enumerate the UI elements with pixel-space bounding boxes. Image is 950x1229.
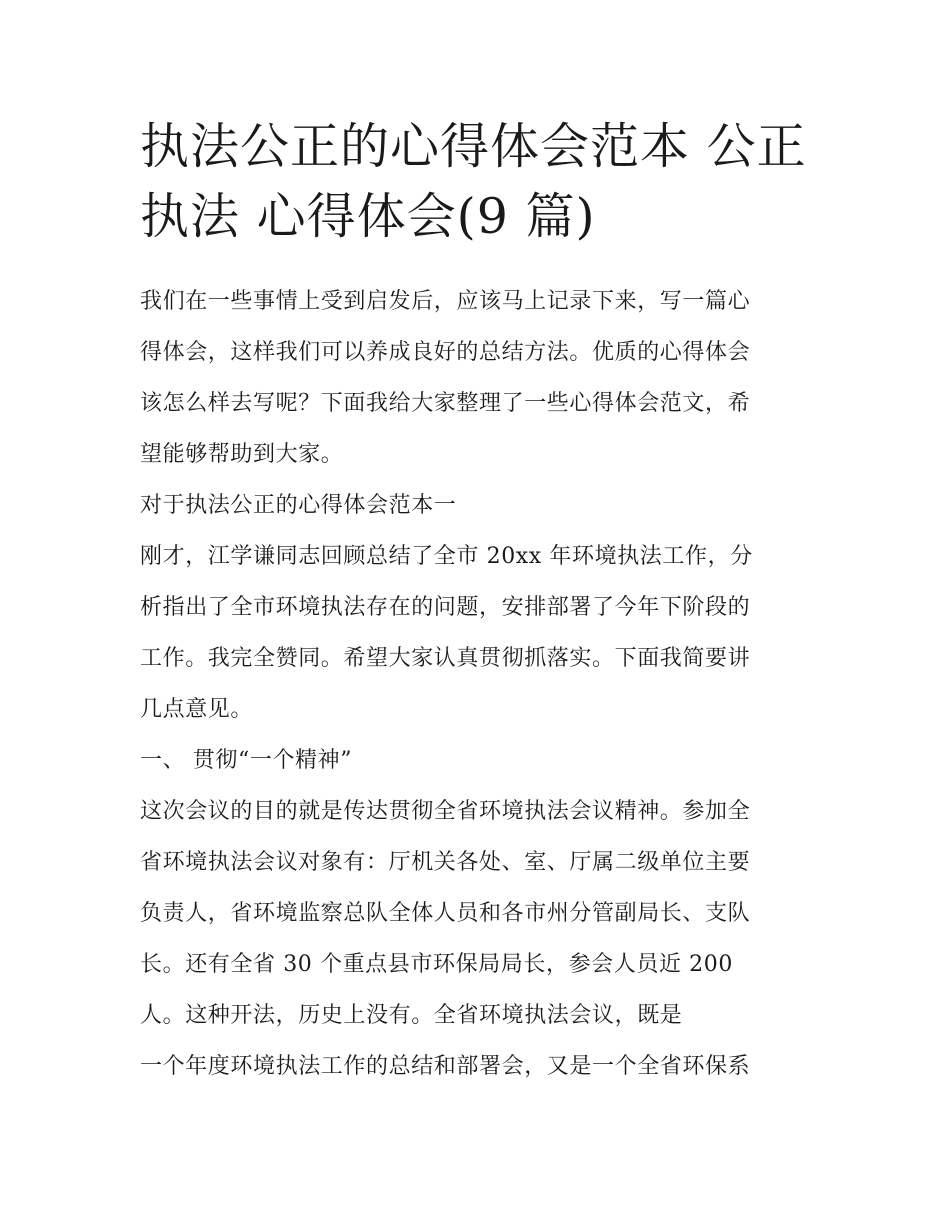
title-line: 执法 心得体会(9 篇) [140,188,596,245]
body-line: 几点意见。 [140,697,254,722]
body-line: 得体会，这样我们可以养成良好的总结方法。优质的心得体会 [140,340,751,365]
body-line: 省环境执法会议对象有：厅机关各处、室、厅属二级单位主要 [140,850,751,875]
document-body [140,276,820,1092]
body-line: 人。这种开法，历史上没有。全省环境执法会议，既是 [140,1003,683,1028]
section-heading: 一、 贯彻“一个精神” [140,748,353,773]
body-line: 该怎么样去写呢？下面我给大家整理了一些心得体会范文，希 [140,391,751,416]
body-line: 一个年度环境执法工作的总结和部署会，又是一个全省环保系 [140,1054,751,1079]
body-line: 工作。我完全赞同。希望大家认真贯彻抓落实。下面我简要讲 [140,646,751,671]
body-line: 长。还有全省 30 个重点县市环保局局长，参会人员近 200 [140,952,733,977]
title-line: 执法公正的心得体会范本 公正 [140,118,807,175]
section-heading: 对于执法公正的心得体会范本一 [140,493,457,518]
body-line: 刚才，江学谦同志回顾总结了全市 20xx 年环境执法工作，分 [140,544,753,569]
body-line: 负责人，省环境监察总队全体人员和各市州分管副局长、支队 [140,901,751,926]
body-line: 析指出了全市环境执法存在的问题，安排部署了今年下阶段的 [140,595,751,620]
body-line: 这次会议的目的就是传达贯彻全省环境执法会议精神。参加全 [140,799,751,824]
document-title [140,112,820,252]
body-line: 我们在一些事情上受到启发后，应该马上记录下来，写一篇心 [140,289,751,314]
body-line: 望能够帮助到大家。 [140,442,344,467]
